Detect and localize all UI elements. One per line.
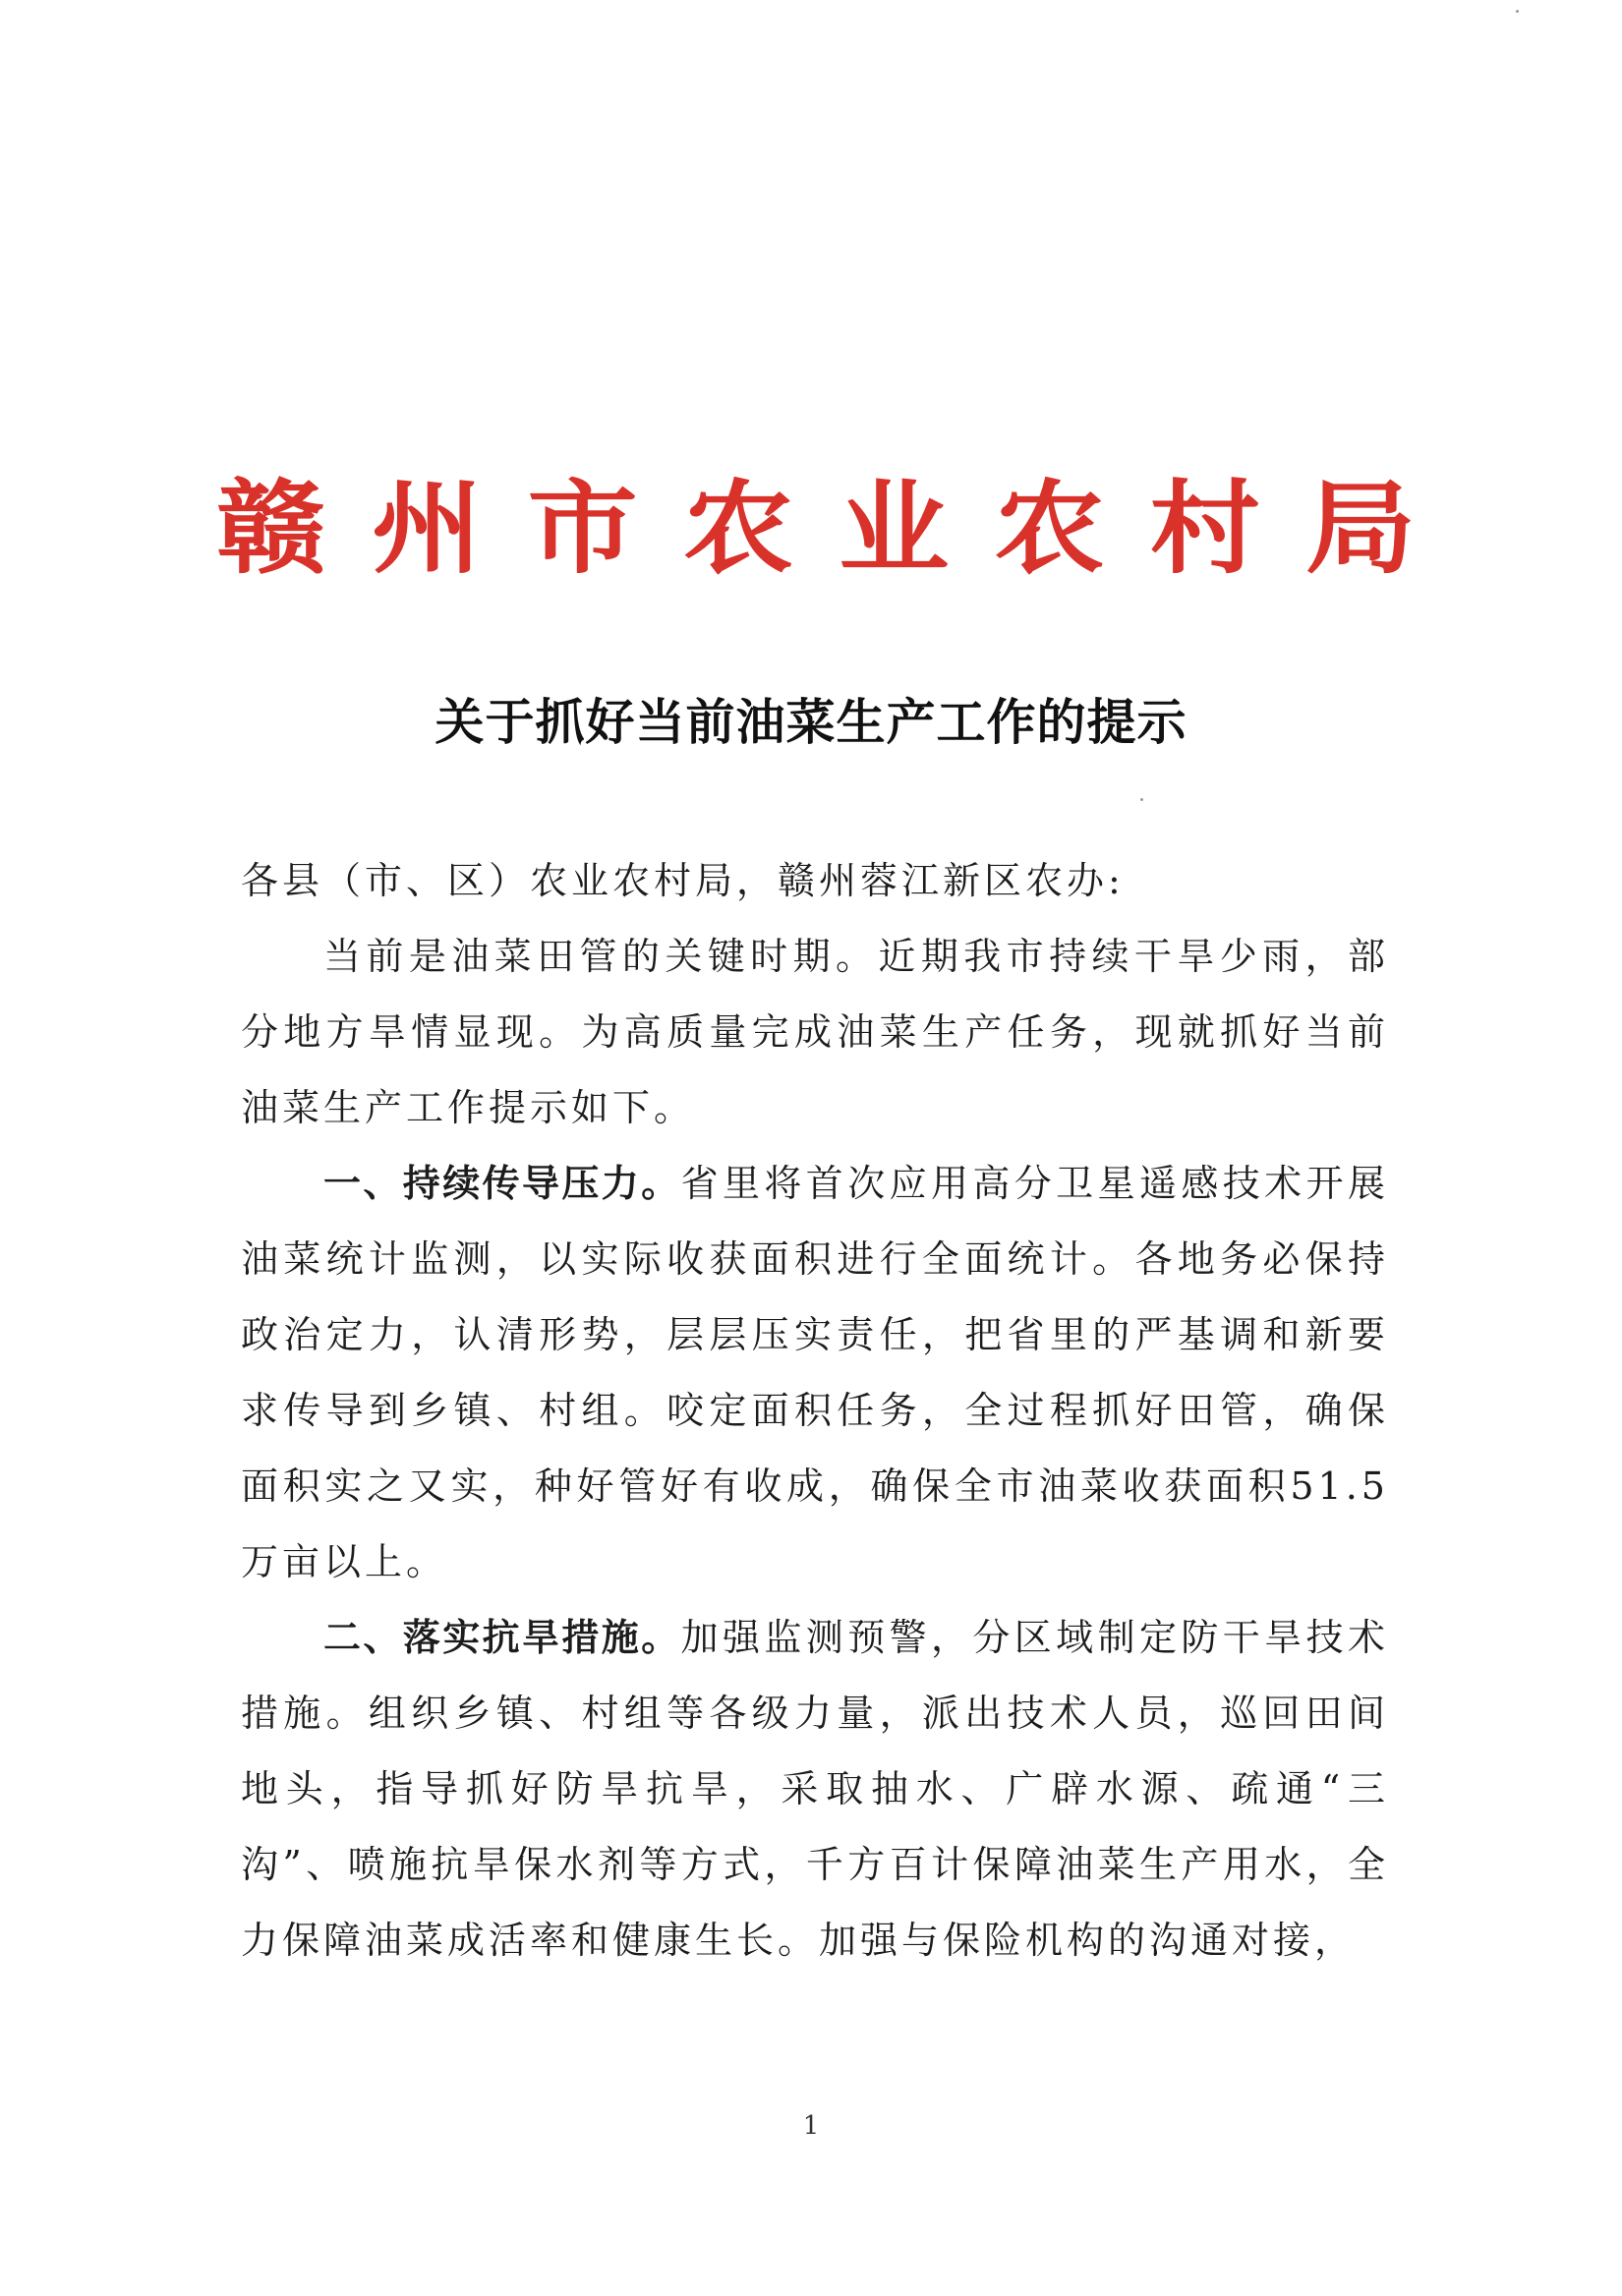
- section-heading: 二、落实抗旱措施。: [323, 1616, 681, 1659]
- section-heading: 一、持续传导压力。: [323, 1162, 681, 1205]
- section-text: 省里将首次应用高分卫星遥感技术开展油菜统计监测，以实际收获面积进行全面统计。各地务必保持政治定力，认清形势，层层压实责任，把省里的严基调和新要求传导到乡镇、村组。咬定面积任务，全过程抓好田管，确保面积实之又实，种好管好有收成，确保全市油菜收获面积51.5万亩以上。: [241, 1162, 1389, 1583]
- page-number: 1: [802, 2111, 820, 2141]
- letterhead-char: 州: [372, 470, 483, 588]
- letterhead-char: 业: [839, 470, 950, 588]
- scan-speck: [1516, 10, 1519, 13]
- document-body: [241, 843, 1389, 1979]
- scan-speck: [1140, 798, 1143, 801]
- section-paragraph-2: [241, 1600, 1389, 1979]
- letterhead-char: 农: [994, 470, 1105, 588]
- section-text: 加强监测预警，分区域制定防干旱技术措施。组织乡镇、村组等各级力量，派出技术人员，巡回田间地头，指导抓好防旱抗旱，采取抽水、广辟水源、疏通“三沟”、喷施抗旱保水剂等方式，千方百计保障油菜生产用水，全力保障油菜成活率和健康生长。加强与保险机构的沟通对接，: [241, 1616, 1389, 1962]
- letterhead-char: 村: [1149, 470, 1260, 588]
- section-paragraph-1: [241, 1146, 1389, 1600]
- salutation: 各县（市、区）农业农村局，赣州蓉江新区农办:: [241, 859, 1125, 902]
- document-title: 关于抓好当前油菜生产工作的提示: [434, 693, 1188, 751]
- letterhead-char: 局: [1304, 470, 1416, 588]
- letterhead-char: 农: [682, 470, 793, 588]
- letterhead: [216, 460, 1416, 598]
- letterhead-char: 市: [527, 470, 638, 588]
- letterhead-char: 赣: [216, 470, 326, 588]
- intro-paragraph: 当前是油菜田管的关键时期。近期我市持续干旱少雨，部分地方旱情显现。为高质量完成油菜生产任务，现就抓好当前油菜生产工作提示如下。: [241, 935, 1389, 1129]
